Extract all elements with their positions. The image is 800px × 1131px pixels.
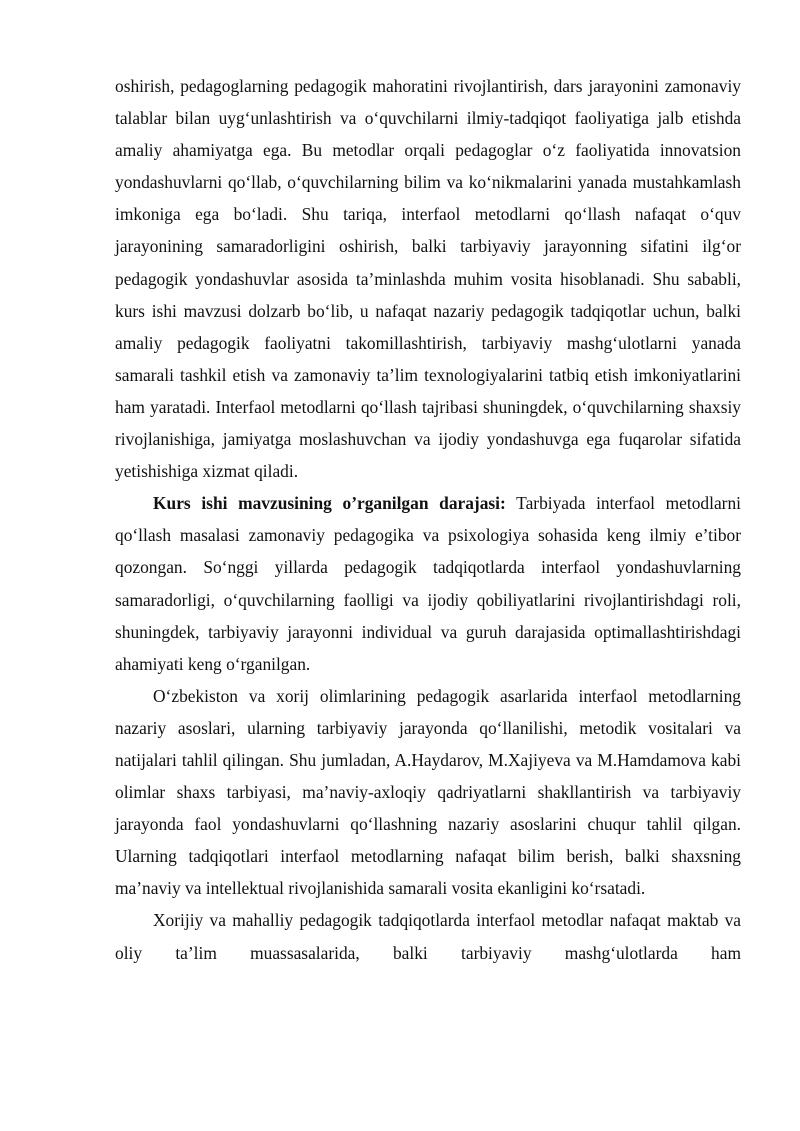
paragraph-text: oshirish, pedagoglarning pedagogik mahoratini rivojlantirish, dars jarayonini zamonaviy talablar bilan uyg‘unlashtirish va o‘quvchilarni ilmiy-tadqiqot faoliyatiga jalb etishda amaliy ahamiyatga ega. Bu metodlar orqali pedagoglar o‘z faoliyatida innovatsion yondashuvlarni qo‘llab, o‘quvchilarning bilim va ko‘nikmalarini yanada mustahkamlash imkoniga ega bo‘ladi. Shu tariqa, interfaol metodlarni qo‘llash nafaqat o‘quv jarayonining samaradorligini oshirish, balki tarbiyaviy jarayonning sifatini ilg‘or pedagogik yondashuvlar asosida ta’minlashda muhim vosita hisoblanadi. Shu sababli, kurs ishi mavzusi dolzarb bo‘lib, u nafaqat nazariy pedagogik tadqiqotlar uchun, balki amaliy pedagogik faoliyatni takomillashtirish, tarbiyaviy mashg‘ulotlarni yanada samarali tashkil etish va zamonaviy ta’lim texnologiyalarini tatbiq etish imkoniyatlarini ham yaratadi. Interfaol metodlarni qo‘llash tajribasi shuningdek, o‘quvchilarning shaxsiy rivojlanishiga, jamiyatga moslashuvchan va ijodiy yondashuvga ega fuqarolar sifatida yetishishiga xizmat qiladi. bbox=[115, 76, 741, 482]
paragraph-text: Xorijiy va mahalliy pedagogik tadqiqotlarda interfaol metodlar nafaqat maktab va oliy ta’lim muassasalarida, balki tarbiyaviy mashg‘ulotlarda ham bbox=[115, 910, 741, 963]
paragraph-text: O‘zbekiston va xorij olimlarining pedagogik asarlarida interfaol metodlarning nazariy asoslari, ularning tarbiyaviy jarayonda qo‘llanilishi, metodik vositalari va natijalari tahlil qilingan. Shu jumladan, A.Haydarov, M.Xajiyeva va M.Hamdamova kabi olimlar shaxs tarbiyasi, ma’naviy-axloqiy qadriyatlarni shakllantirish va tarbiyaviy jarayonda faol yondashuvlarni qo‘llashning nazariy asoslarini chuqur tahlil qilgan. Ularning tadqiqotlari interfaol metodlarning nafaqat bilim berish, balki shaxsning ma’naviy va intellektual rivojlanishida samarali vosita ekanligini ko‘rsatadi. bbox=[115, 685, 741, 899]
paragraph-foreign-local-research bbox=[115, 904, 741, 968]
paragraph-scholars bbox=[115, 680, 741, 905]
paragraph-study-level bbox=[115, 487, 741, 680]
paragraph-text: Tarbiyada interfaol metodlarni qo‘llash masalasi zamonaviy pedagogika va psixologiya sohasida keng ilmiy e’tibor qozongan. So‘nggi yillarda pedagogik tadqiqotlarda interfaol yondashuvlarning samaradorligi, o‘quvchilarning faolligi va ijodiy qobiliyatlarini rivojlantirishdagi roli, shuningdek, tarbiyaviy jarayonni individual va guruh darajasida optimallashtirishdagi ahamiyati keng o‘rganilgan. bbox=[115, 493, 741, 674]
document-page bbox=[115, 70, 741, 969]
paragraph-heading: Kurs ishi mavzusining o’rganilgan darajasi: bbox=[153, 493, 506, 514]
paragraph-continuation bbox=[115, 70, 741, 487]
